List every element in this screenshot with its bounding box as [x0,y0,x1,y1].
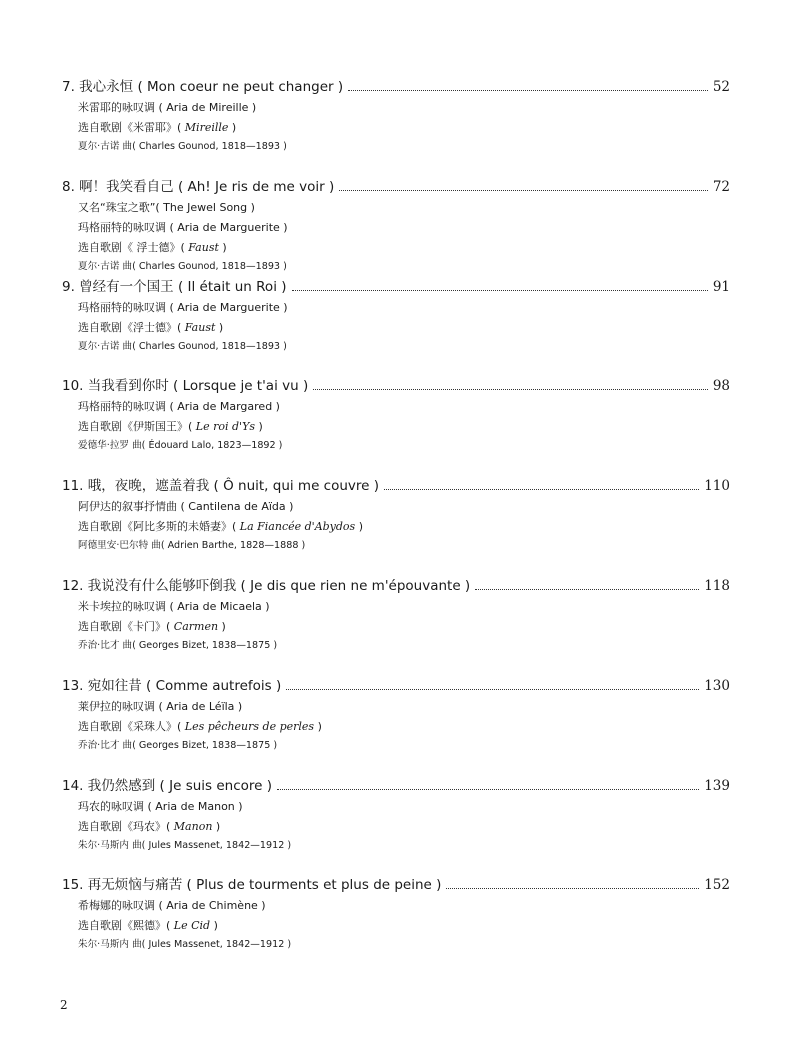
line-text: ) [215,320,224,334]
dot-leader [286,688,699,690]
subtitle-line [62,198,730,218]
line-text: ) [355,520,363,534]
subtitle-line [62,238,730,258]
toc-entry-title: 13. 宛如往昔 ( Comme autrefois ) [62,677,282,694]
subtitle-line [62,517,730,537]
toc-title-row[interactable] [62,475,730,497]
subtitle-line [62,817,730,837]
toc-page-number: 152 [704,877,730,894]
toc-entry-title: 8. 啊！我笑看自己 ( Ah! Je ris de me voir ) [62,178,335,195]
line-text: ) [218,619,226,633]
toc-entry-title: 12. 我说没有什么能够吓倒我 ( Je dis que rien ne m'épouvante ) [62,577,471,594]
subtitle-line [62,218,730,238]
line-text: 选自歌剧《伊斯国王》( [78,420,196,434]
dot-leader [313,388,708,390]
line-text: 又名“珠宝之歌”( The Jewel Song ) [78,200,255,214]
toc-page-number: 139 [704,777,730,794]
line-text: 玛格丽特的咏叹调 ( Aria de Marguerite ) [78,220,288,234]
line-text: 选自歌剧《 浮士德》( [78,240,189,254]
line-text: 阿伊达的叙事抒情曲 ( Cantilena de Aïda ) [78,500,294,514]
opera-title-italic: Le Cid [173,919,211,933]
dot-leader [475,588,699,590]
toc-entry [62,375,730,475]
subtitle-line [62,797,730,817]
line-text: ) [212,819,221,833]
composer-line [62,138,730,156]
toc-entry [62,76,730,176]
line-text: 选自歌剧《熙德》( [78,919,174,933]
subtitle-line [62,298,730,318]
subtitle-line [62,617,730,637]
opera-title-italic: Les pêcheurs de perles [184,719,315,733]
toc-entry-title: 7. 我心永恒 ( Mon coeur ne peut changer ) [62,79,344,95]
opera-title-italic: Manon [173,819,213,833]
line-text: ) [218,240,227,254]
opera-title-italic: La Fiancée d'Abydos [239,520,356,534]
composer-line [62,936,730,954]
subtitle-line [62,98,730,118]
page-number-footer: 2 [60,998,68,1012]
subtitle-line [62,697,730,717]
toc-entry-title: 10. 当我看到你时 ( Lorsque je t'ai vu ) [62,378,309,395]
opera-title-italic: Carmen [173,619,219,633]
dot-leader [292,289,708,291]
subtitle-line [62,896,730,916]
opera-title-italic: Le roi d'Ys [195,420,255,434]
toc-title-row[interactable] [62,775,730,797]
line-text: 希梅娜的咏叹调 ( Aria de Chimène ) [78,899,266,913]
subtitle-line [62,497,730,517]
subtitle-line [62,417,730,437]
subtitle-line [62,318,730,338]
line-text: 米雷耶的咏叹调 ( Aria de Mireille ) [78,101,257,114]
line-text: ) [314,719,322,733]
dot-leader [277,788,699,790]
line-text: 乔治·比才 曲( Georges Bizet, 1838—1875 ) [78,739,278,751]
line-text: 玛格丽特的咏叹调 ( Aria de Marguerite ) [78,300,288,314]
subtitle-line [62,597,730,617]
composer-line [62,637,730,655]
toc-entry [62,575,730,675]
opera-title-italic: Faust [184,320,216,334]
line-text: 朱尔·马斯内 曲( Jules Massenet, 1842—1912 ) [78,939,292,951]
subtitle-line [62,717,730,737]
line-text: 夏尔·古诺 曲( Charles Gounod, 1818—1893 ) [78,340,287,352]
opera-title-italic: Mireille [184,121,229,134]
line-text: 选自歌剧《阿比多斯的未婚妻》( [78,520,240,534]
toc-entry-title: 15. 再无烦恼与痛苦 ( Plus de tourments et plus de peine ) [62,877,442,894]
line-text: 阿德里安·巴尔特 曲( Adrien Barthe, 1828—1888 ) [78,540,306,552]
composer-line [62,338,730,356]
toc-page-number: 52 [712,79,730,95]
line-text: 夏尔·古诺 曲( Charles Gounod, 1818—1893 ) [78,260,287,272]
toc-page-number: 72 [712,178,730,195]
line-text: 玛格丽特的咏叹调 ( Aria de Margared ) [78,400,280,414]
toc-page-number: 91 [712,278,730,295]
toc-entry [62,475,730,575]
composer-line [62,837,730,855]
toc-entry-title: 9. 曾经有一个国王 ( Il était un Roi ) [62,278,287,295]
line-text: 选自歌剧《采珠人》( [78,719,185,733]
composer-line [62,737,730,755]
toc-entry [62,775,730,875]
line-text: 朱尔·马斯内 曲( Jules Massenet, 1842—1912 ) [78,839,292,851]
toc-entry [62,675,730,775]
toc-entry [62,276,730,376]
toc-title-row[interactable] [62,375,730,397]
line-text: ) [210,919,218,933]
opera-title-italic: Faust [188,240,219,254]
toc-title-row[interactable] [62,76,730,98]
toc-entry-title: 11. 哦，夜晚，遮盖着我 ( Ô nuit, qui me couvre ) [62,478,380,495]
table-of-contents [62,76,730,974]
toc-entry [62,874,730,974]
line-text: 选自歌剧《米雷耶》( [78,121,185,134]
line-text: ) [228,121,237,134]
toc-title-row[interactable] [62,675,730,697]
toc-page-number: 130 [704,677,730,694]
line-text: 玛农的咏叹调 ( Aria de Manon ) [78,799,243,813]
line-text: 选自歌剧《浮士德》( [78,320,185,334]
subtitle-line [62,118,730,138]
line-text: 选自歌剧《玛农》( [78,819,174,833]
dot-leader [339,189,708,191]
line-text: ) [254,420,263,434]
toc-entry-title: 14. 我仍然感到 ( Je suis encore ) [62,777,273,794]
line-text: 夏尔·古诺 曲( Charles Gounod, 1818—1893 ) [78,141,287,152]
toc-page-number: 98 [712,378,730,395]
line-text: 莱伊拉的咏叹调 ( Aria de Léïla ) [78,699,243,713]
subtitle-line [62,397,730,417]
composer-line [62,437,730,455]
line-text: 选自歌剧《卡门》( [78,619,174,633]
toc-page-number: 118 [704,577,730,594]
line-text: 爱德华·拉罗 曲( Édouard Lalo, 1823—1892 ) [78,440,283,452]
toc-title-row[interactable] [62,575,730,597]
line-text: 乔治·比才 曲( Georges Bizet, 1838—1875 ) [78,639,278,651]
toc-page-number: 110 [704,478,730,495]
dot-leader [384,488,699,490]
toc-title-row[interactable] [62,276,730,298]
dot-leader [348,89,708,91]
subtitle-line [62,916,730,936]
toc-entry [62,176,730,276]
line-text: 米卡埃拉的咏叹调 ( Aria de Micaela ) [78,599,270,613]
composer-line [62,258,730,276]
toc-title-row[interactable] [62,874,730,896]
composer-line [62,537,730,555]
toc-title-row[interactable] [62,176,730,198]
dot-leader [446,887,699,889]
